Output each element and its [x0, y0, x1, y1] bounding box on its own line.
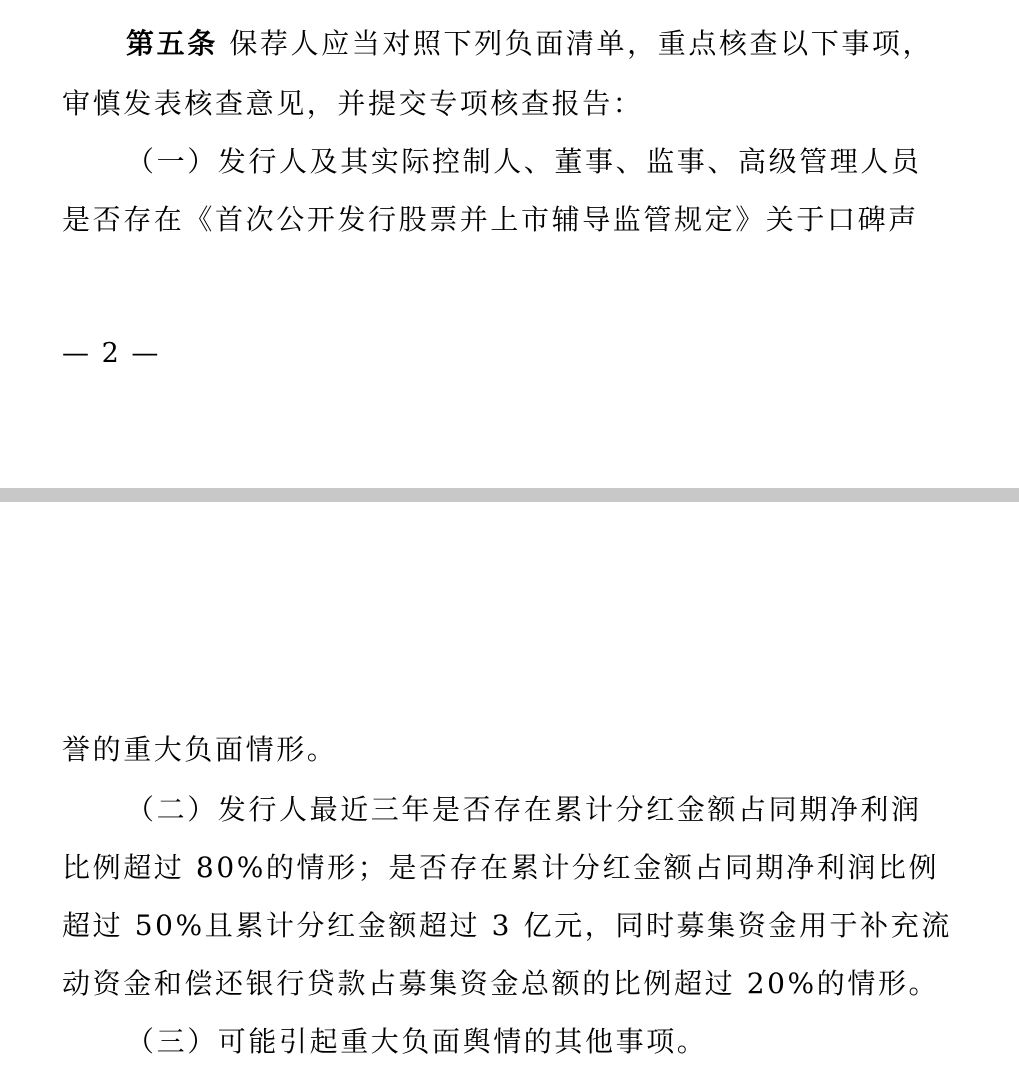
article-spacer [218, 27, 230, 60]
article-5-first-line [126, 24, 972, 64]
item-2-line-3: 超过 50%且累计分红金额超过 3 亿元，同时募集资金用于补充流 [62, 909, 952, 942]
page-separator [0, 488, 1019, 502]
item-2-line-2: 比例超过 80%的情形；是否存在累计分红金额占同期净利润比例 [62, 851, 940, 884]
page-number: — 2 — [62, 338, 161, 369]
item-2-line-1: （二）发行人最近三年是否存在累计分红金额占同期净利润 [126, 793, 922, 826]
item-1-line-3: 誉的重大负面情形。 [62, 733, 338, 766]
item-1-line-2: 是否存在《首次公开发行股票并上市辅导监管规定》关于口碑声 [62, 203, 919, 236]
item-2-line-4: 动资金和偿还银行贷款占募集资金总额的比例超过 20%的情形。 [62, 967, 940, 1000]
item-1-line-1: （一）发行人及其实际控制人、董事、监事、高级管理人员 [126, 145, 922, 178]
article-5-second-line: 审慎发表核查意见，并提交专项核查报告： [62, 87, 644, 120]
item-3-line-1: （三）可能引起重大负面舆情的其他事项。 [126, 1025, 708, 1058]
article-heading: 第五条 [126, 27, 218, 60]
article-text: 保荐人应当对照下列负面清单，重点核查以下事项， [229, 27, 934, 60]
document-page-top [0, 0, 1019, 488]
document-page-bottom [0, 502, 1019, 1091]
